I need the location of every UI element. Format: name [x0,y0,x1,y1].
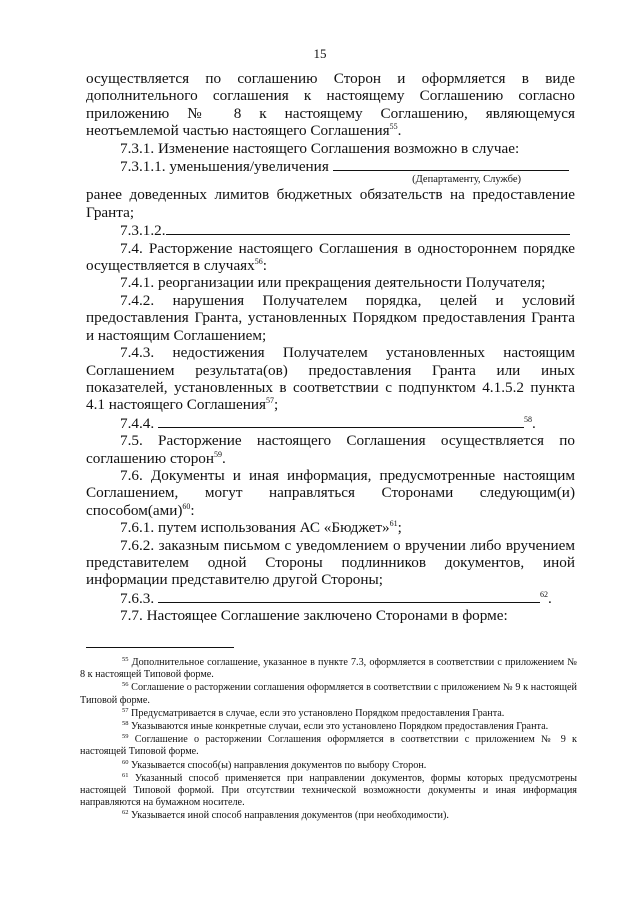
clause-7-4-1: 7.4.1. реорганизации или прекращения деятельности Получателя; [120,274,546,292]
footnote-number: 56 [122,681,129,689]
footnote [80,773,577,810]
footnote [80,708,577,720]
footnote-text: Соглашение о расторжении Соглашения оформляется в соответствии с приложением № 9 к настоящей Типовой форме. [80,734,578,758]
clause-7-7: 7.7. Настоящее Соглашение заключено Сторонами в форме: [120,607,508,625]
footnote-ref: 56 [254,257,263,267]
footnote-text: Соглашение о расторжении соглашения оформляется в соответствии с приложением № 9 к настоящей Типовой форме. [80,682,577,706]
footnote-ref: 57 [265,396,274,406]
footnote-text: Указывается способ(ы) направления документов по выбору Сторон. [131,759,427,771]
footnote-ref: 61 [389,519,398,529]
footnote-ref: 60 [182,501,191,511]
clause-text: 7.4.4. [120,414,155,432]
clause-text: 7.3.1.2. [120,222,166,240]
footnotes [80,657,577,824]
clause-text: 7.6.3. [120,589,155,607]
clause-7-5: 7.5. Расторжение настоящего Соглашения осуществляется по соглашению сторон$^{59}$. [86,432,575,467]
paragraph-line: осуществляется по соглашению Сторон и оформляется в виде [86,70,575,87]
clause-text: 7.3.1.1. уменьшения/увеличения [120,158,329,176]
footnote-text: Дополнительное соглашение, указанное в пункте 7.3, оформляется в соответствии с приложением № 8 к настоящей Типовой форме. [80,657,578,681]
clause-text: 7.5. Расторжение настоящего Соглашения осуществляется по соглашению сторон [86,432,575,467]
footnote [80,760,577,772]
clause-7-6-3: 7.6.3. $^{62}$. [120,589,552,607]
blank-line [333,157,569,171]
blank-line [166,221,570,235]
paragraph-line: дополнительного соглашения к настоящему Соглашению согласно [86,87,575,105]
page-number: 15 [313,46,327,61]
document-body [86,70,575,625]
footnote-text: Указанный способ применяется при направлении документов, формы которых предусмотрены настоящей Типовой формой. При отсутствии технической возможности документы и иная информация направляются на бумажном носителе. [80,772,577,809]
clause-7-6-2: 7.6.2. заказным письмом с уведомлением о вручении либо вручением представителем одной Стороны подлинников документов, иной информации представителю другой Стороны; [86,536,575,589]
footnote-separator [86,647,234,648]
clause-text: 7.4. Расторжение настоящего Соглашения в одностороннем порядке осуществляется в случаях [86,239,575,275]
footnote-number: 55 [122,656,129,663]
clause-7-4-4: 7.4.4. $^{58}$. [120,414,536,432]
footnote-number: 60 [122,758,129,766]
footnote-text: Указывается иной способ направления документов (при необходимости). [131,810,449,822]
clause-7-3-1-2 [86,221,575,239]
field-caption: (Департаменту, Службе) [412,174,521,186]
blank-line [158,589,540,603]
blank-line [158,414,524,428]
clause-7-4-2: 7.4.2. нарушения Получателем порядка, целей и условий предоставления Гранта, установленных Порядком предоставления Гранта и настоящим Соглашением; [86,291,575,344]
clause-7-4-3: 7.4.3. недостижения Получателем установленных настоящим Соглашением результата(ов) предоставления Гранта или иных показателей, установленных в соответствии с подпунктом 4.1.5.2 пункта 4.1 настоящего Соглашения$^{57}$; [86,344,575,414]
footnote [80,734,577,758]
footnote [80,721,577,733]
clause-7-6: 7.6. Документы и иная информация, предусмотренные настоящим Соглашением, могут направляться Сторонами следующим(и) способом(ами)$^{60}$: [86,466,575,519]
footnote-ref: 55 [389,122,398,132]
paragraph-text: неотъемлемой частью настоящего Соглашения [86,122,390,140]
clause-7-3-1-1 [86,157,575,175]
paragraph-line: приложению № 8 к настоящему Соглашению, являющемуся [86,104,575,122]
footnote [80,657,577,681]
clause-text: 7.4.3. недостижения Получателем установленных настоящим Соглашением результата(ов) предоставления Гранта или иных показателей, установленных в соответствии с подпунктом 4.1.5.2 пункта 4.1 настоящего Соглашения [86,344,575,414]
footnote-number: 59 [122,733,129,741]
footnote-ref: 62 [539,589,548,599]
footnote-number: 61 [122,771,129,779]
footnote-number: 58 [122,720,129,728]
clause-7-4: 7.4. Расторжение настоящего Соглашения в одностороннем порядке осуществляется в случаях$^{56}$: [86,239,575,275]
clause-7-3-1: 7.3.1. Изменение настоящего Соглашения возможно в случае: [120,139,520,157]
footnote-text: Предусматривается в случае, если это установлено Порядком предоставления Гранта. [131,707,505,719]
clause-text: 7.6. Документы и иная информация, предусмотренные настоящим Соглашением, могут направляться Сторонами следующим(и) способом(ами) [86,466,575,519]
clause-7-6-1: 7.6.1. путем использования АС «Бюджет»$^{61}$; [120,519,402,537]
footnote-number: 57 [122,706,129,714]
footnote-number: 62 [122,809,129,817]
footnote-text: Указываются иные конкретные случаи, если это установлено Порядком предоставления Гранта. [131,721,549,733]
footnote [80,810,577,822]
footnote-ref: 58 [523,414,532,424]
footnote [80,682,577,706]
footnote-ref: 59 [214,449,223,459]
paragraph-line: неотъемлемой частью настоящего Соглашения$^{55}$. [86,122,402,140]
clause-text: 7.6.1. путем использования АС «Бюджет» [120,519,390,537]
clause-7-3-1-1-cont: ранее доведенных лимитов бюджетных обязательств на предоставление Гранта; [86,186,575,221]
